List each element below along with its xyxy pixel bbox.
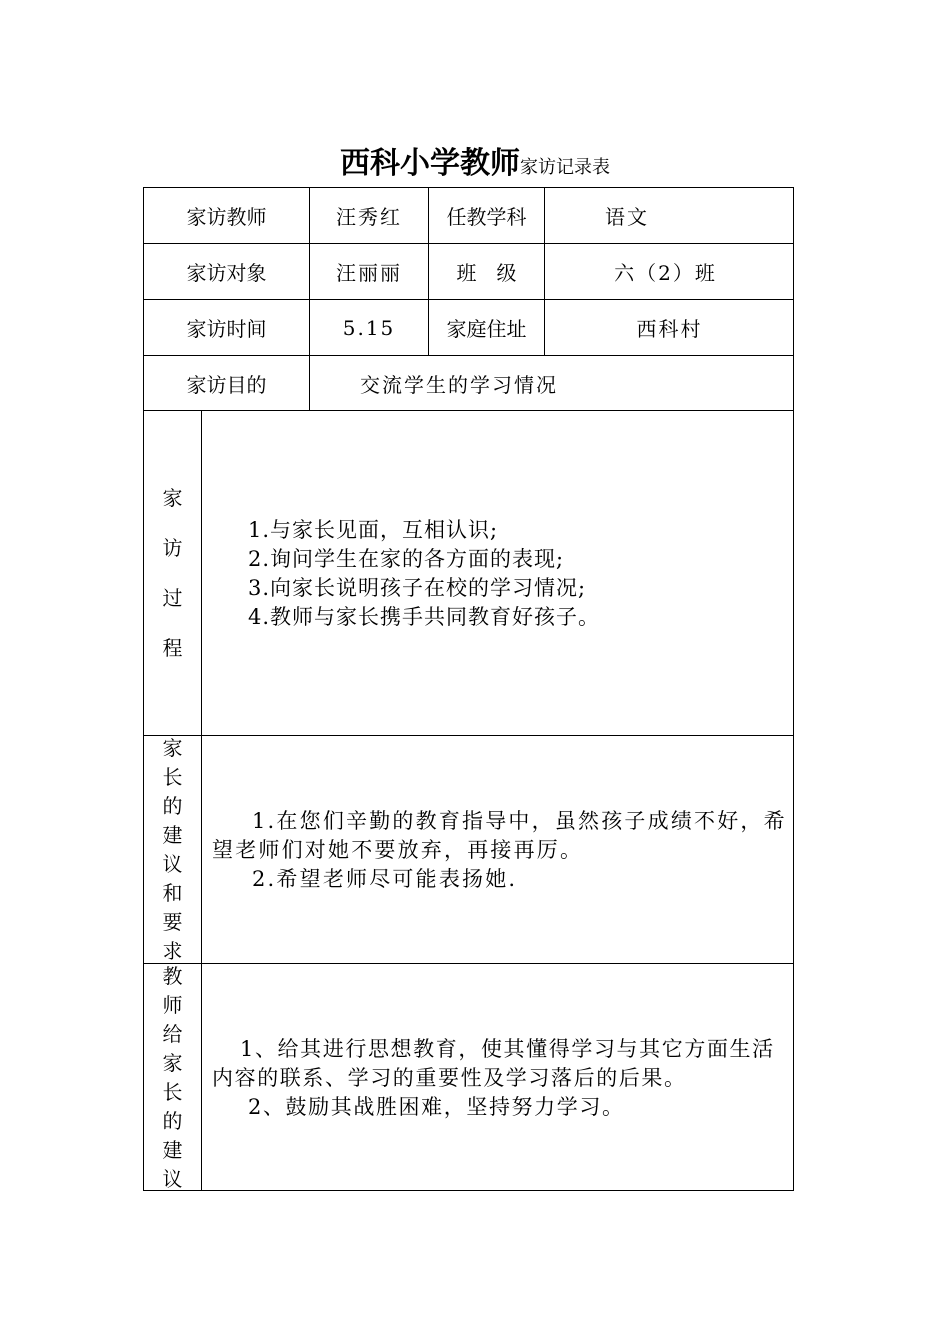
parent-suggestions-content (212, 807, 787, 894)
time-label: 家访时间 (186, 317, 267, 341)
process-content (248, 516, 823, 632)
label-char: 师 (162, 993, 183, 1017)
label-char: 的 (162, 794, 183, 818)
time-value: 5.15 (342, 315, 396, 340)
label-char: 求 (162, 939, 183, 963)
label-char: 长 (162, 765, 183, 789)
title-main: 西科小学教师 (340, 146, 520, 181)
label-char: 要 (162, 910, 183, 934)
purpose-value: 交流学生的学习情况 (360, 372, 558, 397)
subject-label: 任教学科 (446, 205, 527, 229)
subject-value: 语文 (605, 205, 649, 229)
label-char: 过 (162, 586, 183, 610)
teacher-suggestion-item: 2、鼓励其战胜困难，坚持努力学习。 (248, 1095, 625, 1119)
purpose-label: 家访目的 (186, 372, 267, 397)
process-item: 4.教师与家长携手共同教育好孩子。 (248, 605, 601, 629)
row-divider (144, 963, 794, 964)
teacher-value: 汪秀红 (336, 205, 402, 229)
process-label (144, 411, 201, 735)
address-label: 家庭住址 (446, 317, 527, 341)
document-title (0, 138, 950, 182)
label-char: 议 (162, 1167, 183, 1191)
address-value: 西科村 (636, 317, 703, 341)
student-value: 汪丽丽 (336, 261, 402, 285)
process-item: 2.询问学生在家的各方面的表现; (248, 547, 565, 571)
label-char: 建 (162, 1138, 183, 1162)
label-char: 访 (162, 536, 183, 560)
label-char: 长 (162, 1080, 183, 1104)
column-divider (201, 410, 202, 1191)
label-char: 教 (162, 964, 183, 988)
student-label: 家访对象 (186, 261, 267, 285)
row-divider (144, 410, 794, 411)
parent-suggestion-item: 2.希望老师尽可能表扬她. (252, 867, 518, 891)
label-char: 议 (162, 852, 183, 876)
teacher-suggestions-content (212, 1035, 787, 1122)
teacher-suggestion-item: 1、给其进行思想教育，使其懂得学习与其它方面生活内容的联系、学习的重要性及学习落后的后果。 (212, 1037, 775, 1090)
label-char: 的 (162, 1109, 183, 1133)
parent-suggestions-label (144, 736, 201, 963)
row-divider (144, 735, 794, 736)
label-char: 程 (162, 636, 183, 660)
class-value: 六（2）班 (614, 261, 717, 285)
teacher-label: 家访教师 (186, 205, 267, 229)
title-sub: 家访记录表 (520, 157, 610, 178)
label-char: 和 (162, 881, 183, 905)
label-char: 给 (162, 1022, 183, 1046)
label-char: 家 (162, 736, 183, 760)
label-char: 家 (162, 486, 183, 510)
class-label: 班 级 (456, 261, 517, 285)
teacher-suggestions-label (144, 964, 201, 1191)
label-char: 家 (162, 1051, 183, 1075)
parent-suggestion-item: 1.在您们辛勤的教育指导中，虽然孩子成绩不好，希望老师们对她不要放弃，再接再厉。 (212, 809, 787, 862)
process-item: 1.与家长见面，互相认识; (248, 518, 499, 542)
process-item: 3.向家长说明孩子在校的学习情况; (248, 576, 587, 600)
label-char: 建 (162, 823, 183, 847)
